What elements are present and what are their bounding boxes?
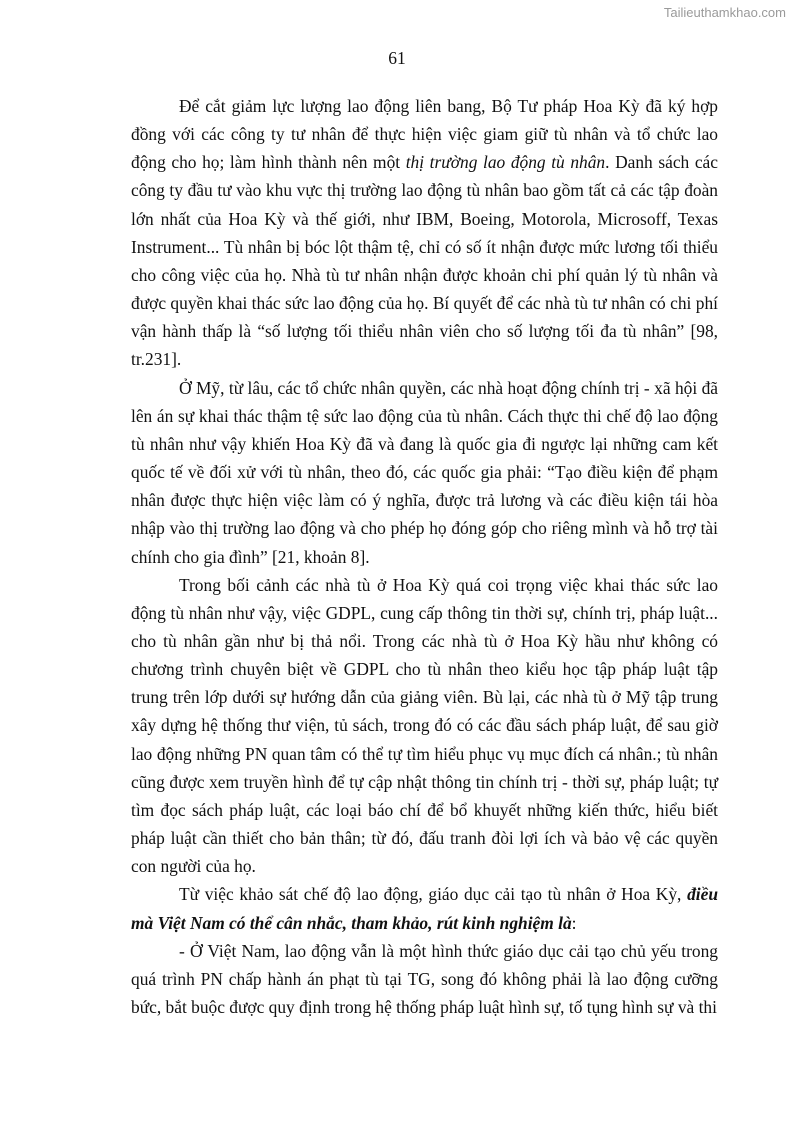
paragraph-5: - Ở Việt Nam, lao động vẫn là một hình thức giáo dục cải tạo chủ yếu trong quá trình PN chấp hành án phạt tù tại TG, song đó không phải là lao động cưỡng bức, bắt buộc được quy định trong hệ thống pháp luật hình sự, tố tụng hình sự và thi bbox=[131, 940, 718, 1017]
bold-italic-phrase: điều mà Việt Nam có thể cân nhắc, tham khảo, rút kinh nghiệm là bbox=[131, 884, 718, 933]
paragraph-2: Ở Mỹ, từ lâu, các tổ chức nhân quyền, các nhà hoạt động chính trị - xã hội đã lên án sự khai thác thậm tệ sức lao động của tù nhân. Cách thực thi chế độ lao động tù nhân như vậy khiến Hoa Kỳ đã và đang là quốc gia đi ngược lại những cam kết quốc tế về đối xử với tù nhân, theo đó, các quốc gia phải: “Tạo điều kiện để phạm nhân được thực hiện việc làm có ý nghĩa, được trả lương và các điều kiện tái hòa nhập vào thị trường lao động và cho phép họ đóng góp cho riêng mình và hỗ trợ tài chính cho gia đình” [21, khoản 8]. bbox=[131, 377, 718, 567]
paragraph-3: Trong bối cảnh các nhà tù ở Hoa Kỳ quá coi trọng việc khai thác sức lao động tù nhân như vậy, việc GDPL, cung cấp thông tin thời sự, chính trị, pháp luật... cho tù nhân gần như bị thả nổi. Trong các nhà tù ở Hoa Kỳ hầu như không có chương trình chuyên biệt về GDPL cho tù nhân theo kiểu học tập pháp luật tập trung trên lớp dưới sự hướng dẫn của giảng viên. Bù lại, các nhà tù ở Mỹ tập trung xây dựng hệ thống thư viện, tủ sách, trong đó có các đầu sách pháp luật, để sau giờ lao động những PN quan tâm có thể tự tìm hiểu phục vụ mục đích cá nhân.; tù nhân cũng được xem truyền hình để tự cập nhật thông tin chính trị - thời sự, pháp luật; tự tìm đọc sách pháp luật, các loại báo chí để bổ khuyết những kiến thức, hiểu biết pháp luật cần thiết cho bản thân; từ đó, đấu tranh đòi lợi ích và bảo vệ các quyền con người của họ. bbox=[131, 574, 718, 877]
paragraph-4-text-end: : bbox=[571, 912, 577, 933]
paragraph-1-text-end: . Danh sách các công ty đầu tư vào khu vực thị trường lao động tù nhân bao gồm tất cả các tập đoàn lớn nhất của Hoa Kỳ và thế giới, như IBM, Boeing, Motorola, Microsoff, Texas Instrument... Tù nhân bị bóc lột thậm tệ, chỉ có số ít nhận được mức lương tối thiểu cho công việc của họ. Nhà tù tư nhân nhận được khoản chi phí quản lý tù nhân và được quyền khai thác sức lao động của họ. Bí quyết để các nhà tù tư nhân có chi phí vận hành thấp là “số lượng tối thiểu nhân viên cho số lượng tối đa tù nhân” [98, tr.231]. bbox=[131, 152, 718, 370]
document-body bbox=[131, 92, 718, 1021]
paragraph-1 bbox=[131, 92, 718, 374]
italic-phrase: thị trường lao động tù nhân bbox=[405, 152, 606, 173]
paragraph-4-text-start: Từ việc khảo sát chế độ lao động, giáo dục cải tạo tù nhân ở Hoa Kỳ, bbox=[179, 884, 688, 905]
page-number: 61 bbox=[388, 48, 406, 68]
paragraph-4 bbox=[131, 880, 718, 936]
paragraph-1-text-start: Để cắt giảm lực lượng lao động liên bang, Bộ Tư pháp Hoa Kỳ đã ký hợp đồng với các công ty tư nhân để thực hiện việc giam giữ tù nhân và tổ chức lao động cho họ; làm hình thành nên một bbox=[131, 96, 718, 173]
watermark: Tailieuthamkhao.com bbox=[663, 5, 786, 20]
